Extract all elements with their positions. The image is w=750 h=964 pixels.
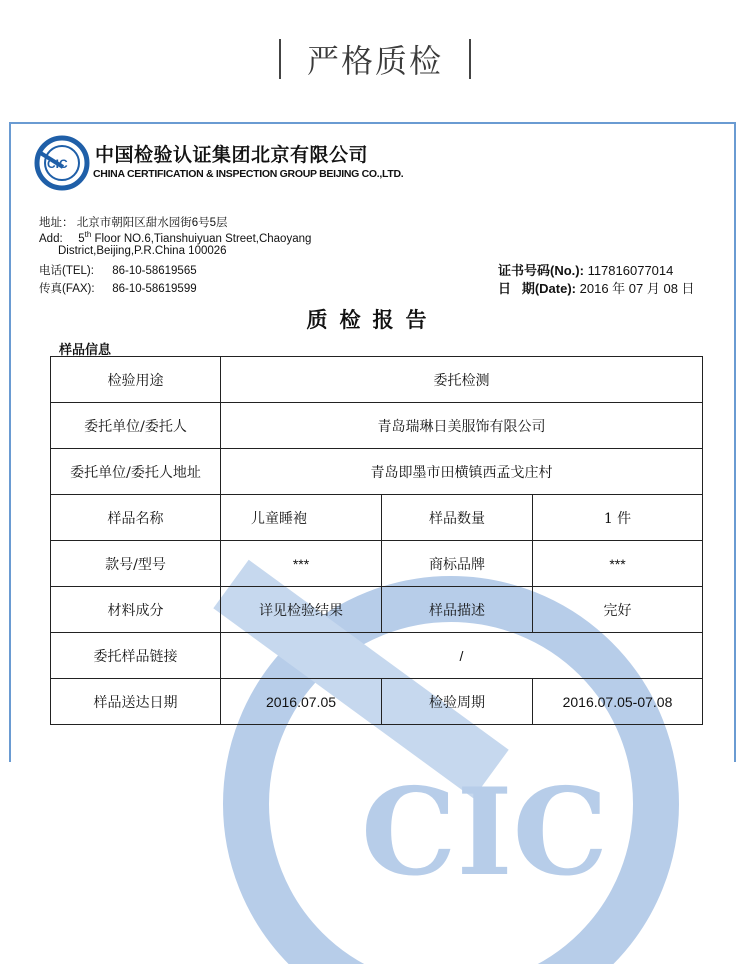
row-label-delivery-date: 样品送达日期 bbox=[51, 679, 221, 725]
table-row bbox=[51, 541, 703, 587]
address-en-number: 5 bbox=[78, 232, 85, 245]
row-value-sample-link: / bbox=[221, 633, 703, 679]
table-row bbox=[51, 587, 703, 633]
cic-logo-icon bbox=[33, 134, 91, 192]
table-row bbox=[51, 357, 703, 403]
row-value-sample-quantity: 1 件 bbox=[533, 495, 703, 541]
address-en-label: Add: bbox=[39, 232, 63, 245]
address-cn-value: 北京市朝阳区甜水园街6号5层 bbox=[76, 217, 228, 229]
company-name-cn: 中国检验认证集团北京有限公司 bbox=[95, 144, 369, 166]
row-label-purpose: 检验用途 bbox=[51, 357, 221, 403]
row-label-model: 款号/型号 bbox=[51, 541, 221, 587]
fax-value: 86-10-58619599 bbox=[112, 283, 197, 295]
table-row bbox=[51, 403, 703, 449]
row-value-inspection-period: 2016.07.05-07.08 bbox=[533, 679, 703, 725]
svg-text:CIC: CIC bbox=[361, 762, 609, 903]
row-value-client-address: 青岛即墨市田横镇西孟戈庄村 bbox=[221, 449, 703, 495]
certificate-number-label: 证书号码(No.): bbox=[498, 263, 584, 278]
certificate-date-value: 2016 年 07 月 08 日 bbox=[579, 281, 695, 296]
row-label-sample-link: 委托样品链接 bbox=[51, 633, 221, 679]
tel bbox=[39, 262, 197, 278]
certificate-number-value: 117816077014 bbox=[587, 263, 674, 278]
row-label-inspection-period: 检验周期 bbox=[382, 679, 533, 725]
certificate-number bbox=[498, 260, 673, 279]
banner-right-divider bbox=[469, 39, 471, 79]
sample-info-table bbox=[50, 356, 703, 725]
row-value-model: *** bbox=[221, 541, 382, 587]
table-row bbox=[51, 495, 703, 541]
tel-value: 86-10-58619565 bbox=[112, 265, 197, 277]
row-label-client-address: 委托单位/委托人地址 bbox=[51, 449, 221, 495]
row-label-brand: 商标品牌 bbox=[382, 541, 533, 587]
certificate-date-label: 日 期(Date): bbox=[498, 281, 577, 296]
address-en bbox=[39, 230, 311, 245]
row-value-delivery-date: 2016.07.05 bbox=[221, 679, 382, 725]
company-name-en: CHINA CERTIFICATION & INSPECTION GROUP BEIJING CO.,LTD. bbox=[93, 168, 404, 180]
row-label-client: 委托单位/委托人 bbox=[51, 403, 221, 449]
address-cn bbox=[39, 214, 228, 230]
svg-text:CIC: CIC bbox=[47, 157, 68, 171]
address-en-line2: District,Beijing,P.R.China 100026 bbox=[58, 245, 227, 257]
fax bbox=[39, 280, 197, 296]
certificate-date bbox=[498, 278, 695, 297]
table-row bbox=[51, 633, 703, 679]
address-en-line1: Floor NO.6,Tianshuiyuan Street,Chaoyang bbox=[91, 232, 312, 245]
inspection-certificate bbox=[9, 122, 736, 903]
row-value-client: 青岛瑞琳日美服饰有限公司 bbox=[221, 403, 703, 449]
row-value-material: 详见检验结果 bbox=[221, 587, 382, 633]
address-cn-label: 地址： bbox=[39, 217, 74, 229]
row-label-sample-description: 样品描述 bbox=[382, 587, 533, 633]
section-label-sample-info: 样品信息 bbox=[59, 343, 112, 358]
table-row bbox=[51, 449, 703, 495]
banner-title: 严格质检 bbox=[306, 42, 443, 80]
address-en-sup: th bbox=[84, 230, 92, 239]
row-label-material: 材料成分 bbox=[51, 587, 221, 633]
banner-left-divider bbox=[279, 39, 281, 79]
row-label-sample-name: 样品名称 bbox=[51, 495, 221, 541]
table-row bbox=[51, 679, 703, 725]
row-value-purpose: 委托检测 bbox=[221, 357, 703, 403]
row-value-brand: *** bbox=[533, 541, 703, 587]
page-banner bbox=[0, 0, 750, 118]
row-label-sample-quantity: 样品数量 bbox=[382, 495, 533, 541]
fax-label: 传真(FAX): bbox=[39, 283, 95, 295]
report-title: 质检报告 bbox=[306, 307, 439, 332]
row-value-sample-name: 儿童睡袍 bbox=[221, 495, 382, 541]
row-value-sample-description: 完好 bbox=[533, 587, 703, 633]
tel-label: 电话(TEL): bbox=[39, 265, 94, 277]
